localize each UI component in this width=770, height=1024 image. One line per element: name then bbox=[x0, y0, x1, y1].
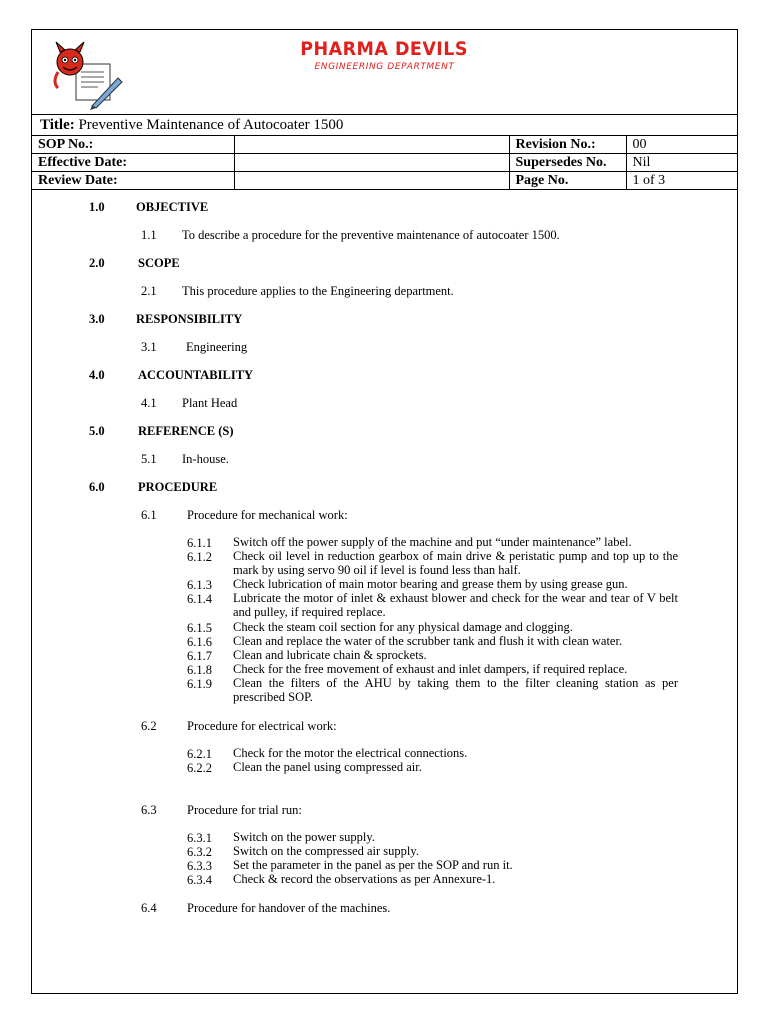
effective-date-value bbox=[234, 154, 509, 172]
step-number: 6.1.9 bbox=[187, 677, 212, 691]
review-date-value bbox=[234, 172, 509, 190]
step-number: 6.1.8 bbox=[187, 663, 212, 677]
step-number: 6.1.2 bbox=[187, 550, 212, 564]
step-number: 6.1.3 bbox=[187, 578, 212, 592]
title-label: Title: bbox=[40, 117, 75, 133]
supersedes-value: Nil bbox=[626, 154, 737, 172]
subsection-text: Plant Head bbox=[182, 396, 238, 410]
brand-subtitle: ENGINEERING DEPARTMENT bbox=[314, 62, 455, 72]
procedure-title: Procedure for trial run: bbox=[187, 803, 302, 817]
subsection-number: 4.1 bbox=[141, 396, 157, 410]
section-number: 5.0 bbox=[89, 424, 105, 438]
step-text: Check for the motor the electrical connections. bbox=[233, 746, 468, 760]
section-title: SCOPE bbox=[138, 256, 180, 270]
section-number: 3.0 bbox=[89, 312, 105, 326]
step-text: Check & record the observations as per Annexure-1. bbox=[233, 872, 496, 886]
step-text: Switch on the power supply. bbox=[233, 830, 375, 844]
step-number: 6.2.2 bbox=[187, 761, 212, 775]
step-text: Check lubrication of main motor bearing and grease them by using grease gun. bbox=[233, 577, 628, 591]
revision-value: 00 bbox=[626, 136, 737, 154]
sop-no-label: SOP No.: bbox=[32, 136, 234, 154]
meta-row bbox=[32, 136, 737, 154]
step-number: 6.3.1 bbox=[187, 831, 212, 845]
step-number: 6.1.1 bbox=[187, 536, 212, 550]
procedure-number: 6.1 bbox=[141, 508, 157, 522]
subsection-text: To describe a procedure for the preventive maintenance of autocoater 1500. bbox=[182, 228, 560, 242]
sop-no-value bbox=[234, 136, 509, 154]
step-text: Clean and replace the water of the scrubber tank and flush it with clean water. bbox=[233, 634, 623, 648]
page-no-value: 1 of 3 bbox=[626, 172, 737, 190]
document-title-row bbox=[32, 114, 737, 136]
step-number: 6.1.4 bbox=[187, 592, 212, 606]
step-text: Clean the filters of the AHU by taking them to the filter cleaning station as per prescribed SOP. bbox=[233, 676, 678, 704]
document-page bbox=[31, 29, 738, 994]
step-text: Clean and lubricate chain & sprockets. bbox=[233, 648, 427, 662]
step-number: 6.1.5 bbox=[187, 621, 212, 635]
supersedes-label: Supersedes No. bbox=[509, 154, 626, 172]
step-number: 6.3.4 bbox=[187, 873, 212, 887]
step-text: Check the steam coil section for any physical damage and clogging. bbox=[233, 620, 573, 634]
step-text: Lubricate the motor of inlet & exhaust blower and check for the wear and tear of V belt and pulley, if required replace. bbox=[233, 591, 678, 619]
subsection-number: 2.1 bbox=[141, 284, 157, 298]
section-number: 1.0 bbox=[89, 200, 105, 214]
step-text: Set the parameter in the panel as per the SOP and run it. bbox=[233, 858, 513, 872]
subsection-text: This procedure applies to the Engineering department. bbox=[182, 284, 454, 298]
revision-label: Revision No.: bbox=[509, 136, 626, 154]
subsection-number: 1.1 bbox=[141, 228, 157, 242]
subsection-number: 5.1 bbox=[141, 452, 157, 466]
brand-title: PHARMA DEVILS bbox=[300, 38, 469, 60]
subsection-text: In-house. bbox=[182, 452, 229, 466]
document-meta-table bbox=[32, 136, 737, 190]
subsection-text: Engineering bbox=[186, 340, 248, 354]
section-title: OBJECTIVE bbox=[136, 200, 209, 214]
meta-row bbox=[32, 154, 737, 172]
step-number: 6.1.7 bbox=[187, 649, 212, 663]
page-no-label: Page No. bbox=[509, 172, 626, 190]
effective-date-label: Effective Date: bbox=[32, 154, 234, 172]
section-title: PROCEDURE bbox=[138, 480, 218, 494]
step-number: 6.3.3 bbox=[187, 859, 212, 873]
step-text: Check for the free movement of exhaust and inlet dampers, if required replace. bbox=[233, 662, 628, 676]
meta-row bbox=[32, 172, 737, 190]
step-number: 6.2.1 bbox=[187, 747, 212, 761]
step-text: Check oil level in reduction gearbox of main drive & peristatic pump and top up to the mark by using servo 90 oil if level is found less than half. bbox=[233, 549, 678, 577]
step-number: 6.3.2 bbox=[187, 845, 212, 859]
procedure-number: 6.3 bbox=[141, 803, 157, 817]
section-number: 4.0 bbox=[89, 368, 105, 382]
step-text: Clean the panel using compressed air. bbox=[233, 760, 422, 774]
step-text: Switch on the compressed air supply. bbox=[233, 844, 419, 858]
section-number: 2.0 bbox=[89, 256, 105, 270]
review-date-label: Review Date: bbox=[32, 172, 234, 190]
brand-block bbox=[32, 38, 737, 72]
procedure-title: Procedure for electrical work: bbox=[187, 719, 337, 733]
section-title: ACCOUNTABILITY bbox=[138, 368, 254, 382]
title-value: Preventive Maintenance of Autocoater 1500 bbox=[78, 117, 344, 133]
step-number: 6.1.6 bbox=[187, 635, 212, 649]
procedure-title: Procedure for mechanical work: bbox=[187, 508, 348, 522]
section-title: RESPONSIBILITY bbox=[136, 312, 243, 326]
document-header bbox=[32, 30, 737, 115]
step-text: Switch off the power supply of the machine and put “under maintenance” label. bbox=[233, 535, 632, 549]
procedure-title: Procedure for handover of the machines. bbox=[187, 901, 391, 915]
procedure-number: 6.4 bbox=[141, 901, 157, 915]
subsection-number: 3.1 bbox=[141, 340, 157, 354]
procedure-number: 6.2 bbox=[141, 719, 157, 733]
section-number: 6.0 bbox=[89, 480, 105, 494]
section-title: REFERENCE (S) bbox=[138, 424, 234, 438]
